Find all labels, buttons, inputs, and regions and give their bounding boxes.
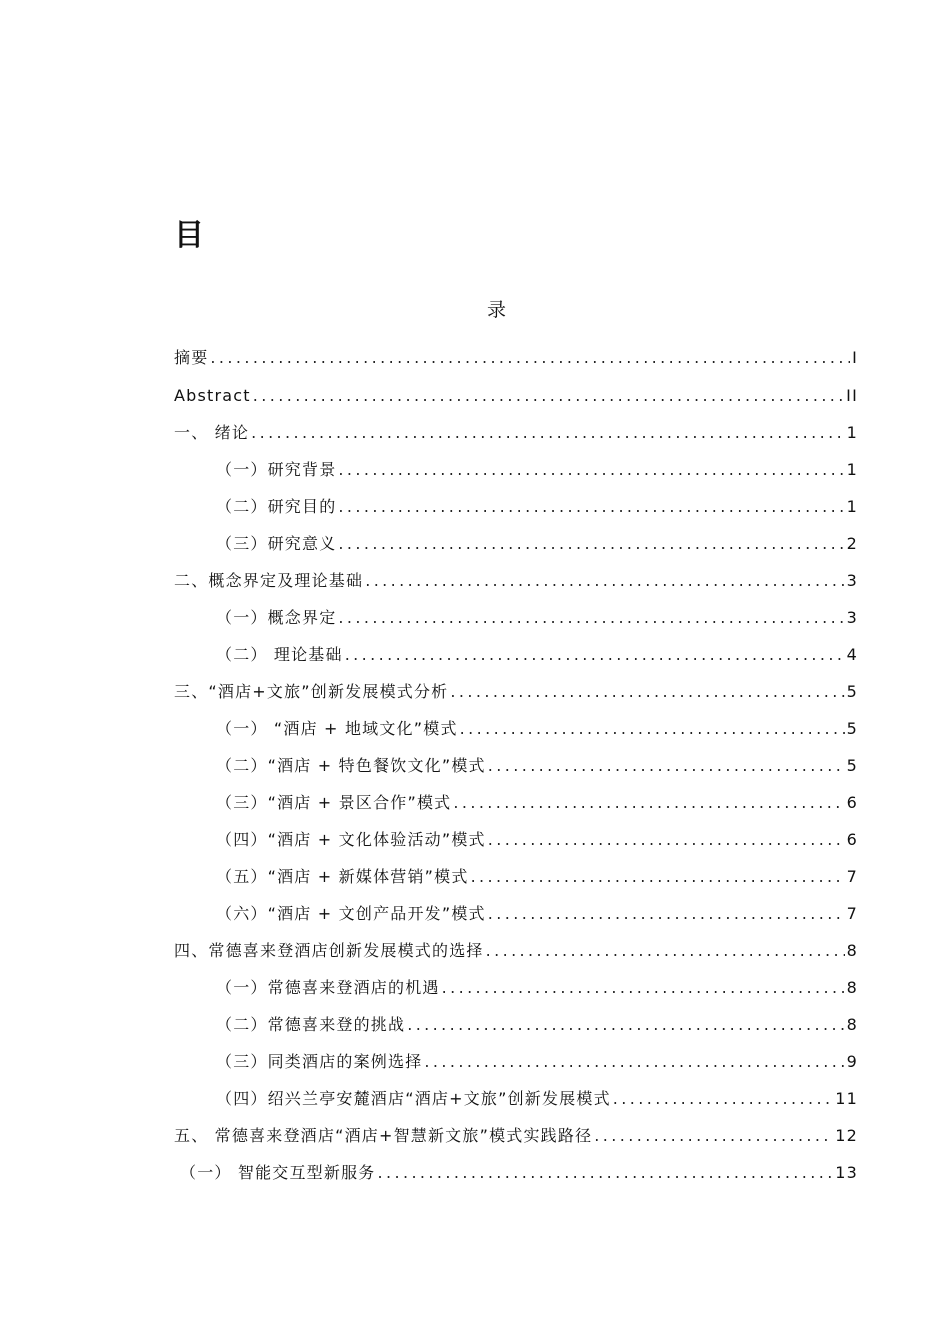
toc-entry-page: 7 bbox=[846, 904, 858, 923]
toc-entry-label: （三）“酒店 + 景区合作”模式 bbox=[216, 793, 452, 812]
toc-leader-dots bbox=[460, 717, 845, 741]
toc-entry[interactable] bbox=[216, 754, 858, 778]
toc-entry-label: 五、 常德喜来登酒店“酒店+智慧新文旅”模式实践路径 bbox=[174, 1126, 593, 1145]
toc-leader-dots bbox=[424, 1050, 844, 1074]
toc-leader-dots bbox=[407, 1013, 844, 1037]
toc-leader-dots bbox=[338, 495, 844, 519]
toc-entry[interactable] bbox=[174, 346, 858, 370]
toc-entry-page: 1 bbox=[846, 497, 858, 516]
toc-entry[interactable] bbox=[216, 1087, 858, 1111]
toc-entry-page: 2 bbox=[846, 534, 858, 553]
toc-entry[interactable] bbox=[174, 384, 858, 408]
toc-entry-page: 4 bbox=[846, 645, 858, 664]
toc-entry[interactable] bbox=[174, 939, 858, 963]
toc-leader-dots bbox=[594, 1124, 833, 1148]
toc-entry-label: （一）常德喜来登酒店的机遇 bbox=[216, 978, 440, 997]
toc-entry-label: 四、常德喜来登酒店创新发展模式的选择 bbox=[174, 941, 484, 960]
toc-leader-dots bbox=[488, 902, 845, 926]
toc-leader-dots bbox=[365, 569, 844, 593]
toc-entry[interactable] bbox=[216, 1050, 858, 1074]
toc-entry[interactable] bbox=[216, 865, 858, 889]
toc-entry-label: （一）研究背景 bbox=[216, 460, 337, 479]
toc-entry-page: I bbox=[852, 348, 858, 367]
toc-entry[interactable] bbox=[216, 791, 858, 815]
toc-entry-page: 8 bbox=[846, 941, 858, 960]
toc-entry-label: （四）“酒店 + 文化体验活动”模式 bbox=[216, 830, 486, 849]
toc-entry-page: 11 bbox=[835, 1089, 858, 1108]
toc-entry-page: 13 bbox=[835, 1163, 858, 1182]
toc-entry-page: 5 bbox=[846, 682, 858, 701]
toc-entry[interactable] bbox=[174, 680, 858, 704]
toc-title-char-2: 录 bbox=[487, 299, 507, 321]
toc-entry[interactable] bbox=[174, 421, 858, 445]
toc-entry-label: 一、 绪论 bbox=[174, 423, 250, 442]
toc-title-char-1: 目 bbox=[174, 218, 204, 253]
toc-leader-dots bbox=[471, 865, 845, 889]
toc-entry-page: 12 bbox=[835, 1126, 858, 1145]
toc-entry-label: （二）常德喜来登的挑战 bbox=[216, 1015, 406, 1034]
toc-entry-page: 7 bbox=[846, 867, 858, 886]
toc-entry-label: （五）“酒店 + 新媒体营销”模式 bbox=[216, 867, 469, 886]
toc-entry-page: 3 bbox=[846, 608, 858, 627]
toc-entry-page: 5 bbox=[846, 756, 858, 775]
toc-entry-label: 二、概念界定及理论基础 bbox=[174, 571, 364, 590]
toc-entry[interactable] bbox=[216, 495, 858, 519]
toc-leader-dots bbox=[338, 532, 844, 556]
toc-entry[interactable] bbox=[216, 717, 858, 741]
toc-entry[interactable] bbox=[174, 569, 858, 593]
toc-leader-dots bbox=[251, 421, 845, 445]
toc-entry-label: （二） 理论基础 bbox=[216, 645, 343, 664]
toc-entry[interactable] bbox=[216, 976, 858, 1000]
toc-entry-label: 三、“酒店+文旅”创新发展模式分析 bbox=[174, 682, 449, 701]
toc-entry[interactable] bbox=[216, 458, 858, 482]
toc-leader-dots bbox=[442, 976, 845, 1000]
toc-entry-label: （一）概念界定 bbox=[216, 608, 337, 627]
toc-entry-label: （二）研究目的 bbox=[216, 497, 337, 516]
toc-entry-page: 8 bbox=[846, 978, 858, 997]
toc-entry-label: （四）绍兴兰亭安麓酒店“酒店+文旅”创新发展模式 bbox=[216, 1089, 611, 1108]
toc-entry-label: （一） “酒店 + 地域文化”模式 bbox=[216, 719, 458, 738]
toc-entry-label: （三）同类酒店的案例选择 bbox=[216, 1052, 423, 1071]
toc-leader-dots bbox=[488, 754, 845, 778]
toc-entry-page: 5 bbox=[846, 719, 858, 738]
toc-leader-dots bbox=[338, 606, 844, 630]
toc-entry-page: 8 bbox=[846, 1015, 858, 1034]
toc-entry-label: （三）研究意义 bbox=[216, 534, 337, 553]
toc-entry-page: 6 bbox=[846, 830, 858, 849]
toc-entry-label: （六）“酒店 + 文创产品开发”模式 bbox=[216, 904, 486, 923]
toc-leader-dots bbox=[338, 458, 844, 482]
toc-entry-page: II bbox=[846, 386, 858, 405]
toc-leader-dots bbox=[613, 1087, 833, 1111]
toc-entry-page: 9 bbox=[846, 1052, 858, 1071]
toc-entry[interactable] bbox=[216, 828, 858, 852]
toc-leader-dots bbox=[450, 680, 844, 704]
toc-leader-dots bbox=[378, 1161, 834, 1185]
toc-entry[interactable] bbox=[216, 532, 858, 556]
toc-leader-dots bbox=[345, 643, 845, 667]
toc-entry[interactable] bbox=[216, 606, 858, 630]
toc-entry-label: 摘要 bbox=[174, 348, 209, 367]
toc-leader-dots bbox=[453, 791, 844, 815]
toc-entry-label: （二）“酒店 + 特色餐饮文化”模式 bbox=[216, 756, 486, 775]
toc-entry[interactable] bbox=[180, 1161, 858, 1185]
toc-leader-dots bbox=[486, 939, 845, 963]
toc-entry-page: 3 bbox=[846, 571, 858, 590]
toc-entry[interactable] bbox=[216, 643, 858, 667]
toc-entry-page: 1 bbox=[846, 460, 858, 479]
toc-entry-label: （一） 智能交互型新服务 bbox=[180, 1163, 376, 1182]
toc-entry-page: 1 bbox=[846, 423, 858, 442]
toc-leader-dots bbox=[253, 384, 844, 408]
toc-entry-label: Abstract bbox=[174, 386, 251, 405]
toc-entry[interactable] bbox=[216, 1013, 858, 1037]
toc-entry[interactable] bbox=[216, 902, 858, 926]
toc-entry-page: 6 bbox=[846, 793, 858, 812]
toc-leader-dots bbox=[210, 346, 850, 370]
toc-leader-dots bbox=[488, 828, 845, 852]
toc-entry[interactable] bbox=[174, 1124, 858, 1148]
